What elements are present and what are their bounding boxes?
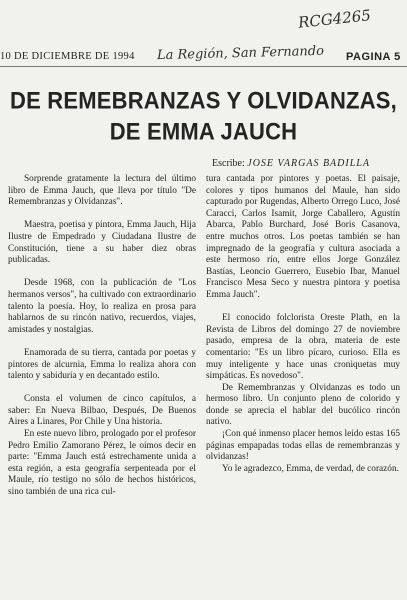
article-title-line1: DE REMEBRANZAS Y OLVIDANZAS, bbox=[10, 86, 397, 114]
byline-prefix: Escribe: bbox=[212, 158, 245, 169]
paragraph: El conocido folclorista Oreste Plath, en la Revista de Libros del domingo 27 de noviembre pasado, empresa de la obra, materia de este comentario: "Es un libro pícaro, curioso. Ella es muy inteligente y hace unas croniquetas muy simpáticas. Es novedoso". bbox=[206, 313, 400, 382]
paragraph: Desde 1968, con la publicación de "Los hermanos versos", ha cultivado con extraordinario talento la poesía. Hoy, lo realiza en prosa para hablarnos de su rincón nativo, recuerdos, viajes, amistades y nostalgias. bbox=[8, 278, 196, 335]
date-line: 10 DE DICIEMBRE DE 1994 bbox=[0, 51, 135, 62]
paragraph: Maestra, poetisa y pintora, Emma Jauch, Hija Ilustre de Empedrado y Ciudadana Ilustre de Constitución, tiene a su haber diez obras publicadas. bbox=[8, 220, 196, 266]
article-column-2 bbox=[206, 174, 400, 475]
header-rule bbox=[0, 66, 407, 67]
article-title-line2: DE EMMA JAUCH bbox=[109, 117, 298, 145]
paragraph: ¡Con qué inmenso placer hemos leído estas 165 páginas empapadas todas ellas de remembranzas y olvidanzas! bbox=[206, 429, 400, 463]
catalog-number: RCG4265 bbox=[297, 6, 372, 32]
paragraph: En este nuevo libro, prologado por el profesor Pedro Emilio Zamorano Pérez, le oímos decir en parte: "Emma Jauch está estrechamente unida a esta región, a esta geografía serpenteada por el Maule, río testigo no sólo de hechos históricos, sino también de una rica cul- bbox=[8, 429, 196, 498]
byline bbox=[212, 158, 370, 169]
source-handwritten: La Región, San Fernando bbox=[156, 43, 325, 64]
byline-name: JOSE VARGAS BADILLA bbox=[247, 158, 370, 169]
paragraph: Consta el volumen de cinco capítulos, a saber: En Nueva Bilbao, Después, De Buenos Aires a Linares, Por Chile y Una historia. bbox=[8, 394, 196, 428]
paragraph: Sorprende gratamente la lectura del último libro de Emma Jauch, que lleva por título "De Remembranzas y Olvidanzas". bbox=[8, 174, 196, 208]
paragraph: Enamorada de su tierra, cantada por poetas y pintores de alcurnia, Emma lo realiza ahora con talento y sabiduría y en decantado estilo. bbox=[8, 347, 196, 382]
article-column-1 bbox=[8, 174, 196, 499]
paragraph: De Remembranzas y Olvidanzas es todo un hermoso libro. Un conjunto pleno de colorido y donde se aprecia el hablar del bucólico rincón nativo. bbox=[206, 382, 400, 428]
page-number: PAGINA 5 bbox=[346, 51, 401, 63]
paragraph: Yo le agradezco, Emma, de verdad, de corazón. bbox=[222, 463, 399, 474]
paragraph: tura cantada por pintores y poetas. El paisaje, colores y tipos humanos del Maule, han sido capturado por Rugendas, Alberto Orrego Luco, José Caracci, Carlos Isamit, Jorge Caballero, Agustín Abarca, Pablo Burchard, José Boris Casanova, entre muchos otros. Los poetas también se han impregnado de la geografía y cultura asociada a este hermoso río, entre ellos Jorge González Bastías, Leoncio Guerrero, Eusebio Ibar, Manuel Francisco Mesa Seco y nuestra pintora y poetisa Emma Jauch". bbox=[206, 174, 400, 300]
